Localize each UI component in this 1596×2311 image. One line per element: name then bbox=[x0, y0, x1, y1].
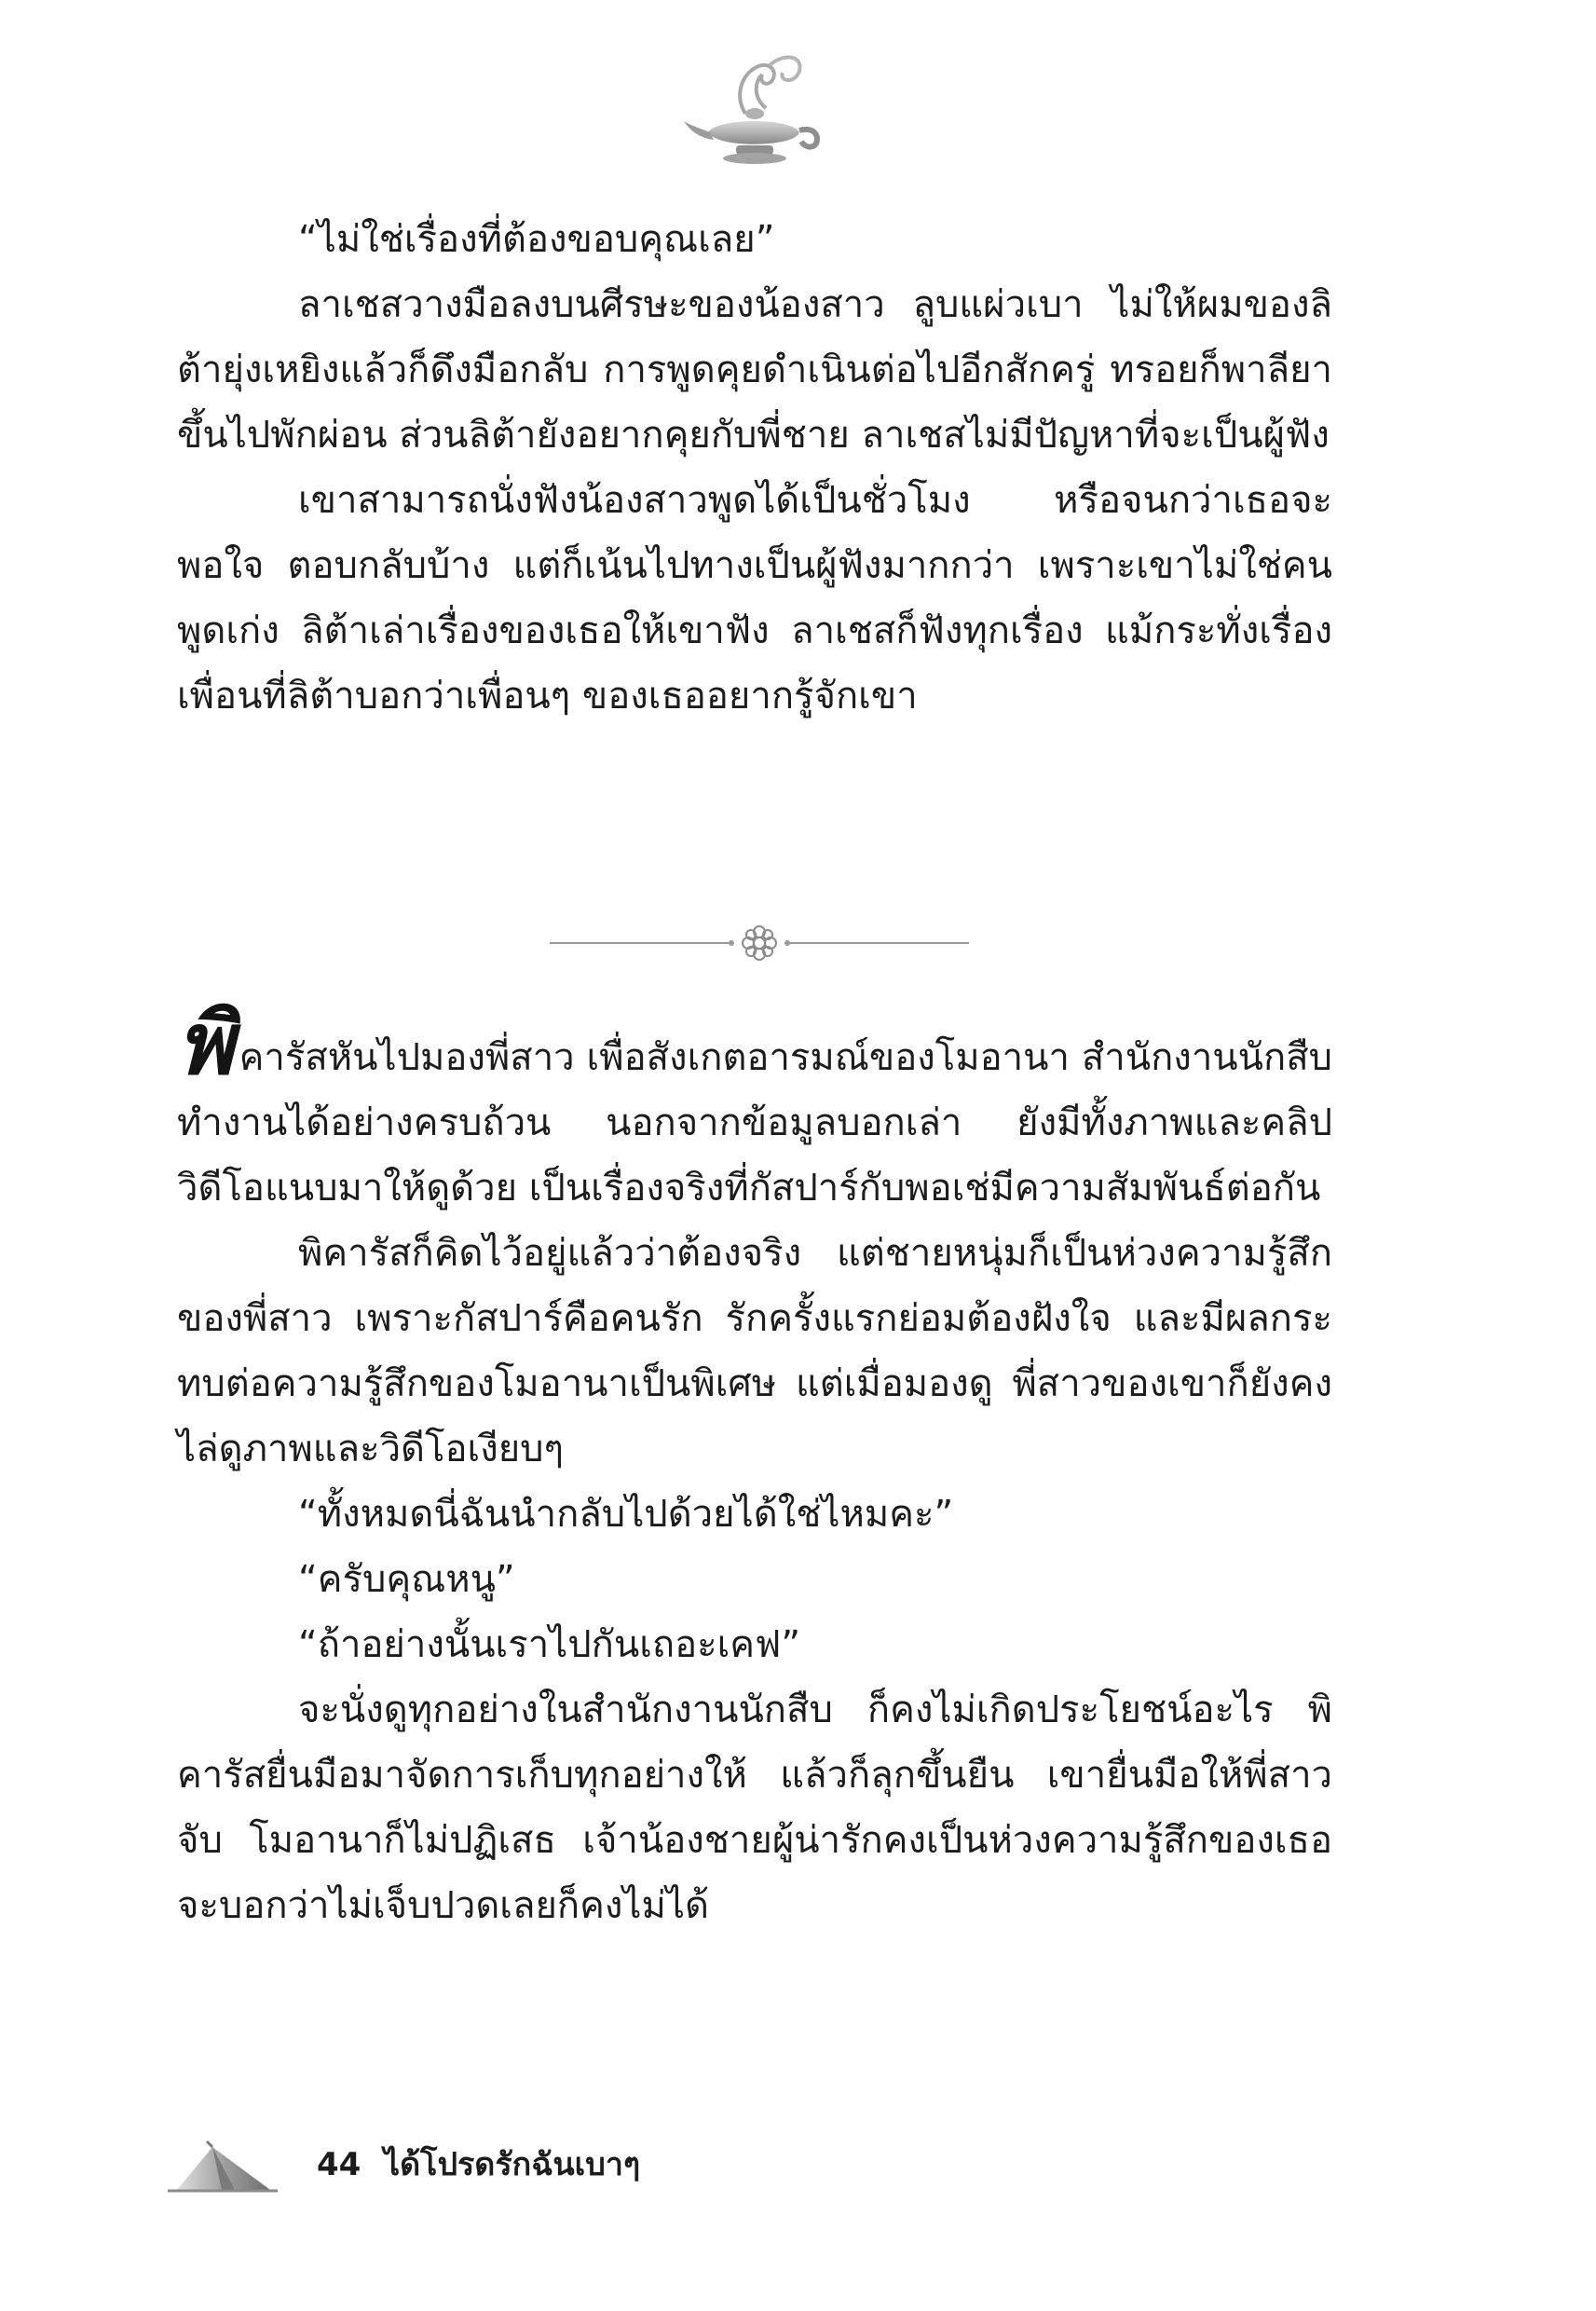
opening-paragraph-text: คารัสหันไปมองพี่สาว เพื่อสังเกตอารมณ์ของโมอานา สำนักงานนักสืบทำงานได้อย่างครบถ้วน นอกจากข้อมูลบอกเล่า ยังมีทั้งภาพและคลิปวิดีโอแนบมาให้ดูด้วย เป็นเรื่องจริงที่กัสปาร์กับพอเช่มีความสัมพันธ์ต่อกัน bbox=[177, 1036, 1332, 1210]
body-paragraph: เขาสามารถนั่งฟังน้องสาวพูดได้เป็นชั่วโมง หรือจนกว่าเธอจะพอใจ ตอบกลับบ้าง แต่ก็เน้นไปทางเป็นผู้ฟังมากกว่า เพราะเขาไม่ใช่คนพูดเก่ง ลิต้าเล่าเรื่องของเธอให้เขาฟัง ลาเชสก็ฟังทุกเรื่อง แม้กระทั่งเรื่องเพื่อนที่ลิต้าบอกว่าเพื่อนๆ ของเธออยากรู้จักเขา bbox=[177, 479, 1332, 718]
dialogue-paragraph: “ไม่ใช่เรื่องที่ต้องขอบคุณเลย” bbox=[298, 218, 775, 261]
drop-cap: พิ bbox=[177, 993, 234, 1094]
dialogue-paragraph: “ทั้งหมดนี่ฉันนำกลับไปด้วยได้ใช่ไหมคะ” bbox=[298, 1493, 954, 1536]
page-number: 44 bbox=[317, 2146, 361, 2183]
opening-paragraph bbox=[177, 993, 1332, 1221]
genie-lamp-icon bbox=[680, 47, 829, 168]
dialogue-paragraph: “ถ้าอย่างนั้นเราไปกันเถอะเคฟ” bbox=[298, 1623, 801, 1666]
section-one bbox=[177, 207, 1332, 729]
page-footer bbox=[168, 2134, 820, 2199]
section-two bbox=[177, 993, 1332, 1938]
floral-divider-icon bbox=[550, 923, 969, 964]
tent-icon bbox=[168, 2140, 280, 2195]
body-paragraph: จะนั่งดูทุกอย่างในสำนักงานนักสืบ ก็คงไม่เกิดประโยชน์อะไร พิคารัสยื่นมือมาจัดการเก็บทุกอย่างให้ แล้วก็ลุกขึ้นยืน เขายื่นมือให้พี่สาวจับ โมอานาก็ไม่ปฏิเสธ เจ้าน้องชายผู้น่ารักคงเป็นห่วงความรู้สึกของเธอ จะบอกว่าไม่เจ็บปวดเลยก็คงไม่ได้ bbox=[177, 1689, 1332, 1927]
book-title: ได้โปรดรักฉันเบาๆ bbox=[384, 2146, 641, 2183]
body-paragraph: ลาเชสวางมือลงบนศีรษะของน้องสาว ลูบแผ่วเบา ไม่ให้ผมของลิต้ายุ่งเหยิงแล้วก็ดึงมือกลับ การพูดคุยดำเนินต่อไปอีกสักครู่ ทรอยก็พาลียาขึ้นไปพักผ่อน ส่วนลิต้ายังอยากคุยกับพี่ชาย ลาเชสไม่มีปัญหาที่จะเป็นผู้ฟัง bbox=[177, 283, 1332, 457]
body-paragraph: พิคารัสก็คิดไว้อยู่แล้วว่าต้องจริง แต่ชายหนุ่มก็เป็นห่วงความรู้สึกของพี่สาว เพราะกัสปาร์คือคนรัก รักครั้งแรกย่อมต้องฝังใจ และมีผลกระทบต่อความรู้สึกของโมอานาเป็นพิเศษ แต่เมื่อมองดู พี่สาวของเขาก็ยังคงไล่ดูภาพและวิดีโอเงียบๆ bbox=[177, 1232, 1332, 1470]
dialogue-paragraph: “ครับคุณหนู” bbox=[298, 1558, 515, 1601]
